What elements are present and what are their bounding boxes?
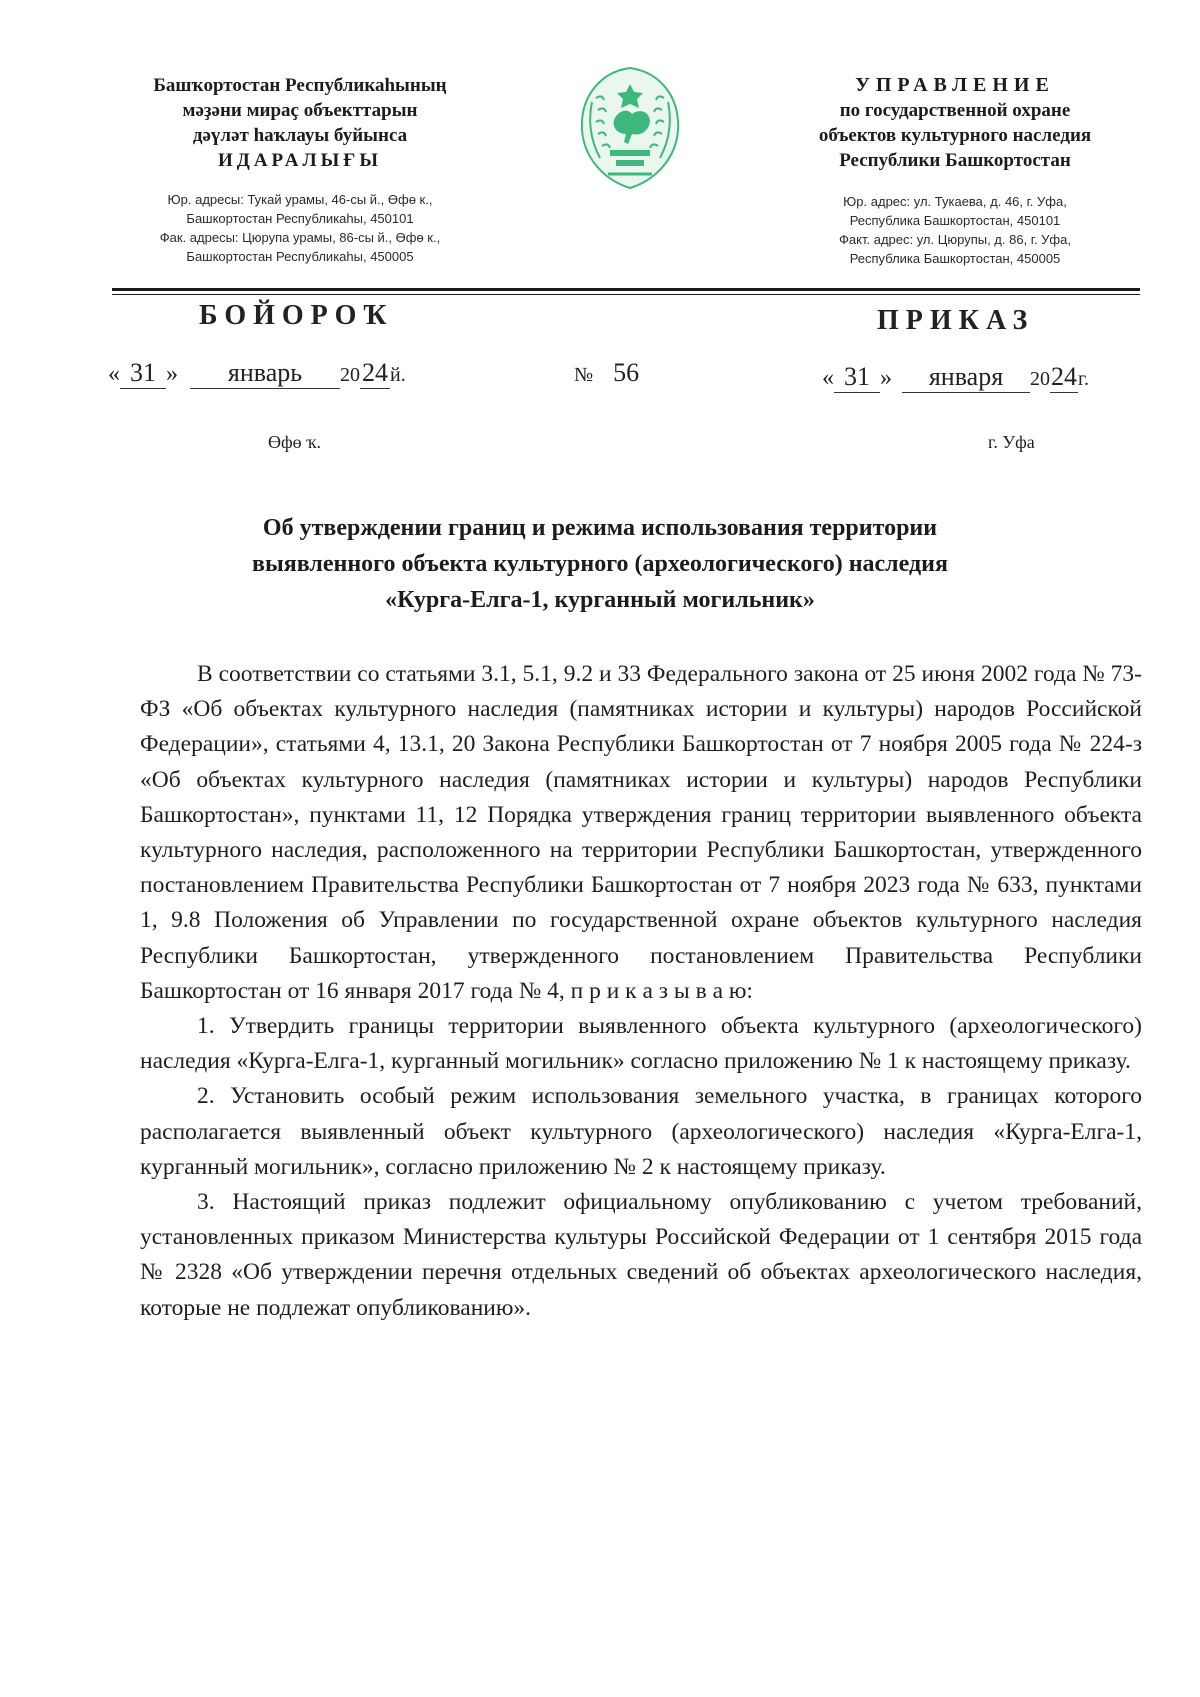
preamble-paragraph: В соответствии со статьями 3.1, 5.1, 9.2 и 33 Федерального закона от 25 июня 2002 года № 73-ФЗ «Об объектах культурного наследия (памятниках истории и культуры) народов Российской Федерации», статьями 4, 13.1, 20 Закона Республики Башкортостан от 7 ноября 2005 года № 224-з «Об объектах культурного наследия (памятниках истории и культуры) народов Республики Башкортостан», пунктами 11, 12 Порядка утверждения границ территории выявленного объекта культурного наследия, расположенного на территории Республики Башкортостан, утвержденного постановлением Правительства Республики Башкортостан от 7 ноября 2023 года № 633, пунктами 1, 9.8 Положения об Управлении по государственной охране объектов культурного наследия Республики Башкортостан, утвержденного постановлением Правительства Республики Башкортостан от 16 января 2017 года № 4, п р и к а з ы в а ю: — [140, 661, 1142, 1004]
org-name-bashkir — [100, 73, 500, 173]
address-line: Башкортостан Республикаһы, 450101 — [186, 211, 414, 226]
date-year-suffix: 24 — [362, 358, 388, 387]
header-divider-thin — [112, 294, 1140, 295]
date-month: января — [902, 362, 1030, 393]
org-name-russian-line: УПРАВЛЕНИЕ — [855, 74, 1055, 96]
header-divider — [112, 288, 1140, 291]
org-name-bashkir-line: Башҡортостан Республикаһының — [153, 75, 447, 96]
date-year-prefix: 20 — [340, 364, 360, 386]
address-russian — [775, 192, 1135, 268]
quote-close: » — [880, 365, 892, 391]
org-name-bashkir-line: мәҙәни мираҫ объекттарын — [182, 100, 418, 121]
order-item-3: 3. Настоящий приказ подлежит официальному опубликованию с учетом требований, установленных приказом Министерства культуры Российской Федерации от 1 сентября 2015 года № 2328 «Об утверждении перечня отдельных сведений об объектах археологического наследия, которые не подлежат опубликованию». — [140, 1189, 1142, 1321]
doc-type-bashkir: БОЙОРОҠ — [199, 300, 394, 331]
org-name-russian — [770, 73, 1140, 173]
date-year-unit: г. — [1078, 368, 1089, 390]
number-value: 56 — [613, 358, 640, 387]
order-item-2: 2. Установить особый режим использования земельного участка, в границах которого располагается выявленный объект культурного (археологического) наследия «Курга-Елга-1, курганный могильник», согласно приложению № 2 к настоящему приказу. — [140, 1083, 1142, 1180]
order-number — [574, 358, 639, 388]
order-item-1: 1. Утвердить границы территории выявленного объекта культурного (археологического) наследия «Курга-Елга-1, курганный могильник» согласно приложению № 1 к настоящему приказу. — [140, 1013, 1142, 1075]
city-bashkir: Өфө ҡ. — [268, 432, 321, 452]
bashkortostan-emblem-icon — [570, 62, 690, 194]
doc-type-russian: ПРИКАЗ — [877, 305, 1035, 336]
quote-open: « — [822, 365, 834, 391]
org-name-bashkir-line: дәүләт һаҡлауы буйынса — [192, 125, 408, 146]
date-russian — [822, 362, 1089, 393]
address-line: Республика Башкортостан, 450005 — [849, 251, 1061, 266]
title-line: Об утверждении границ и режима использования территории — [262, 515, 938, 541]
date-year-unit: й. — [390, 364, 406, 386]
title-line: выявленного объекта культурного (археологического) наследия — [252, 551, 948, 577]
date-month: январь — [190, 358, 340, 389]
address-line: Факт. адрес: ул. Цюрупы, д. 86, г. Уфа, — [839, 232, 1071, 247]
date-year-prefix: 20 — [1030, 368, 1050, 390]
date-day: 31 — [120, 358, 166, 389]
org-name-russian-line: Республики Башкортостан — [839, 150, 1071, 171]
document-title — [140, 510, 1060, 618]
date-bashkir — [108, 358, 406, 389]
address-line: Республика Башкортостан, 450101 — [849, 213, 1061, 228]
address-line: Юр. адрес: ул. Тукаева, д. 46, г. Уфа, — [843, 194, 1067, 209]
city-russian: г. Уфа — [988, 432, 1035, 452]
address-bashkir — [100, 190, 500, 266]
address-line: Юр. адресы: Тукай урамы, 46-сы й., Өфө к., — [167, 192, 433, 207]
address-line: Башкортостан Республикаһы, 450005 — [186, 249, 414, 264]
date-year-suffix: 24 — [1051, 362, 1077, 391]
number-sign: № — [574, 364, 594, 386]
title-line: «Курга-Елга-1, курганный могильник» — [385, 587, 815, 613]
org-name-russian-line: по государственной охране — [839, 100, 1071, 121]
date-day: 31 — [834, 362, 880, 393]
address-line: Фак. адресы: Цюрупа урамы, 86-сы й., Өфө к., — [159, 230, 441, 245]
org-name-bashkir-line: ИДАРАЛЫҒЫ — [217, 150, 383, 171]
quote-close: » — [166, 361, 178, 387]
document-body — [140, 657, 1142, 1326]
org-name-russian-line: объектов культурного наследия — [818, 125, 1092, 146]
quote-open: « — [108, 361, 120, 387]
